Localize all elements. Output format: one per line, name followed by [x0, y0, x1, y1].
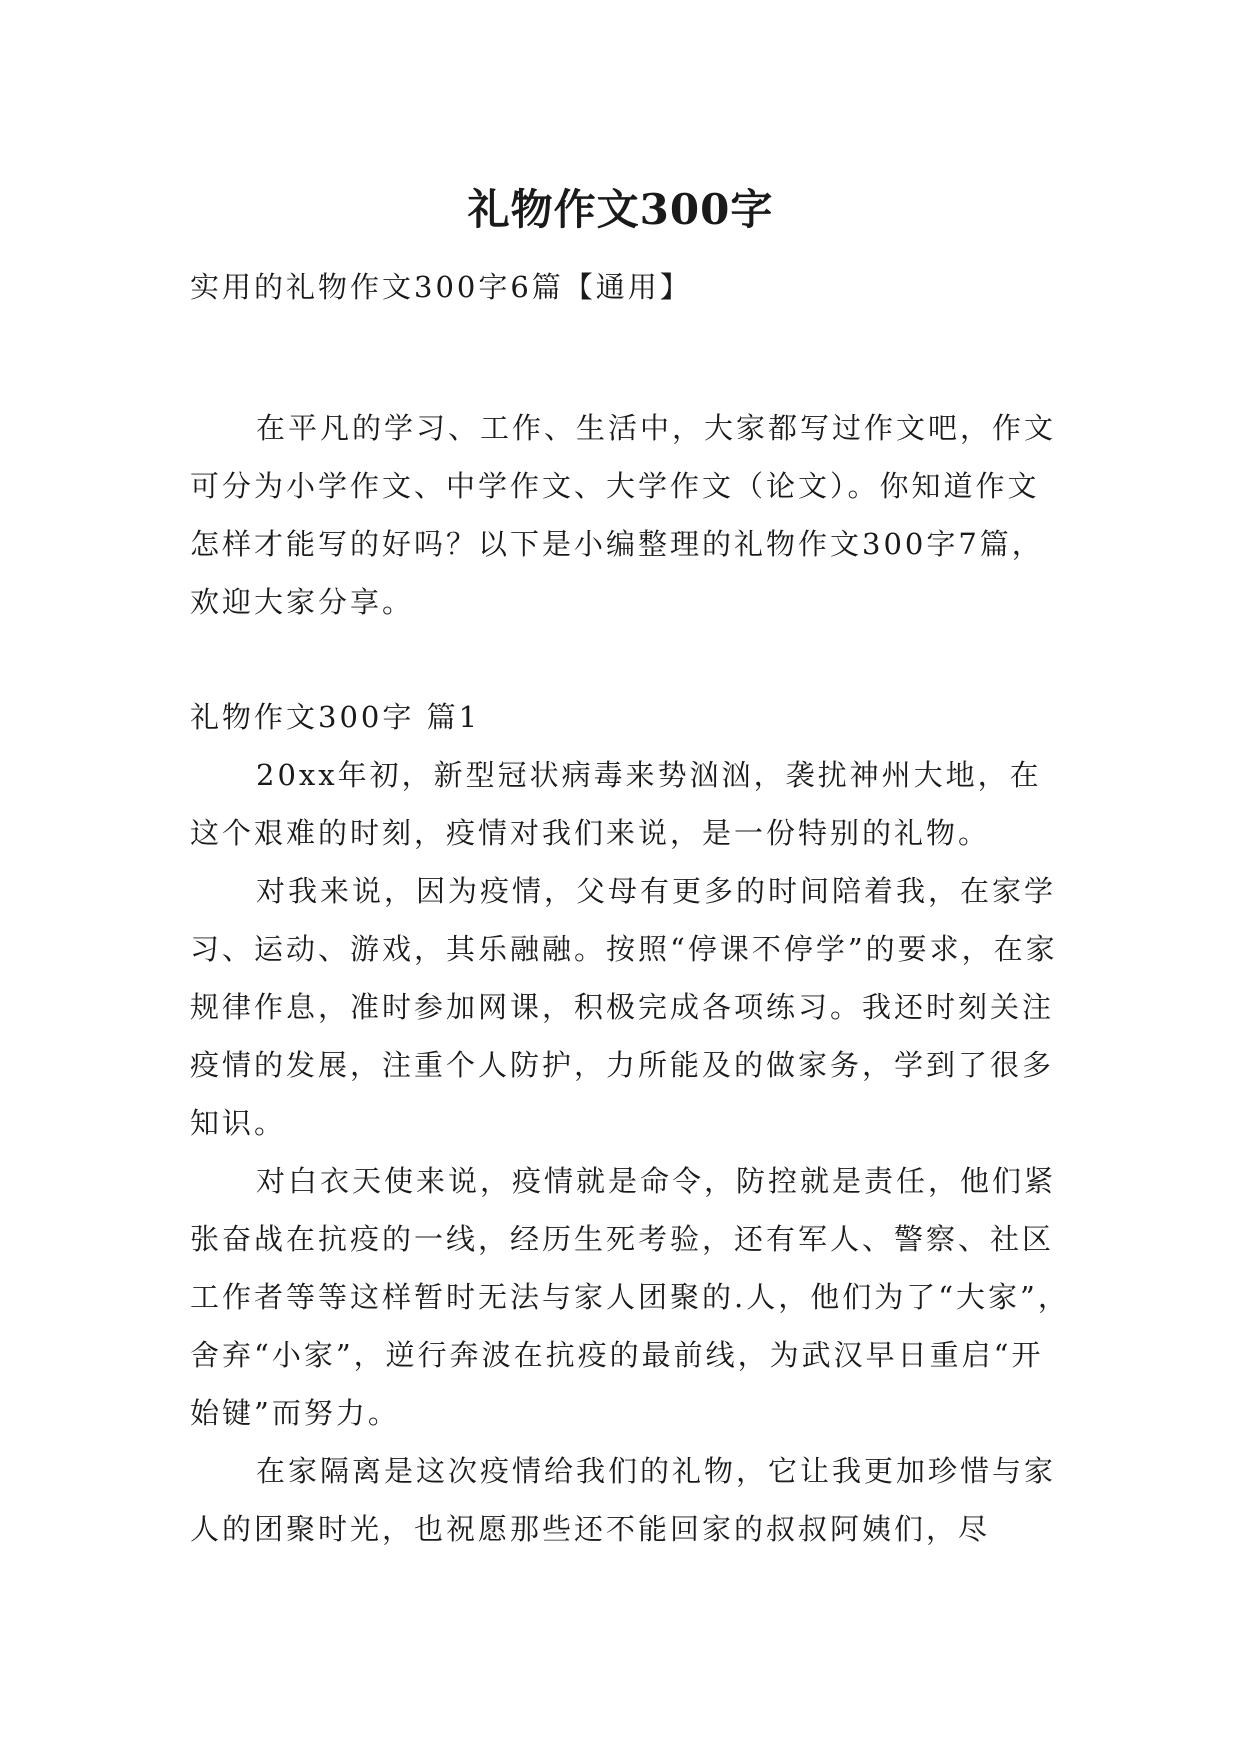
intro-paragraph: 在平凡的学习、工作、生活中，大家都写过作文吧，作文可分为小学作文、中学作文、大学作文（论文）。你知道作文怎样才能写的好吗？以下是小编整理的礼物作文300字7篇，欢迎大家分享。: [190, 411, 1057, 619]
body-paragraph: 20xx年初，新型冠状病毒来势汹汹，袭扰神州大地，在这个艰难的时刻，疫情对我们来说，是一份特别的礼物。: [190, 758, 1042, 850]
body-paragraph: 对白衣天使来说，疫情就是命令，防控就是责任，他们紧张奋战在抗疫的一线，经历生死考验，还有军人、警察、社区工作者等等这样暂时无法与家人团聚的.人，他们为了“大家”，舍弃“小家”，逆行奔波在抗疫的最前线，为武汉早日重启“开始键”而努力。: [190, 1164, 1070, 1430]
body-paragraph: 在家隔离是这次疫情给我们的礼物，它让我更加珍惜与家人的团聚时光，也祝愿那些还不能回家的叔叔阿姨们，尽: [190, 1454, 1057, 1546]
page-title: 礼物作文300字: [467, 185, 774, 235]
document-subtitle: 实用的礼物作文300字6篇【通用】: [190, 270, 692, 304]
body-paragraph: 对我来说，因为疫情，父母有更多的时间陪着我，在家学习、运动、游戏，其乐融融。按照“停课不停学”的要求，在家规律作息，准时参加网课，积极完成各项练习。我还时刻关注疫情的发展，注重个人防护，力所能及的做家务，学到了很多知识。: [190, 874, 1058, 1140]
section-heading: 礼物作文300字 篇1: [190, 700, 481, 734]
